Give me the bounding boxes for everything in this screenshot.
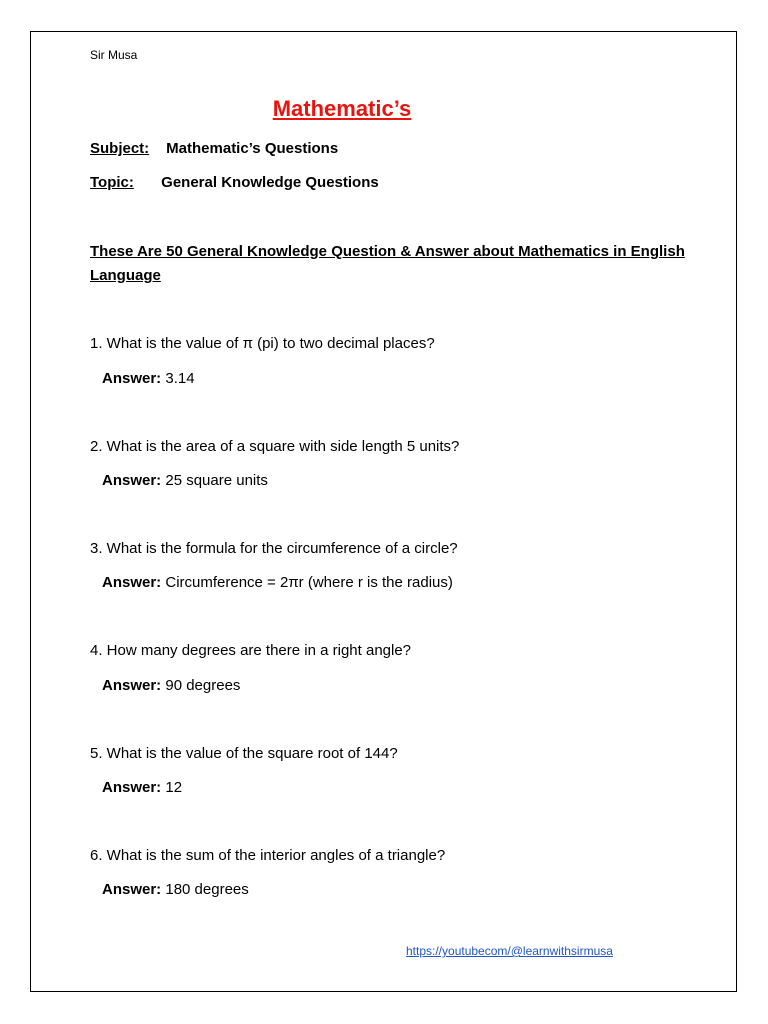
subject-label: Subject:	[90, 140, 150, 157]
answer-label: Answer:	[102, 574, 162, 591]
question-4: 4. How many degrees are there in a right angle?	[90, 642, 412, 659]
answer-4	[102, 676, 240, 696]
document-title: Mathematic’s	[272, 96, 412, 121]
answer-label: Answer:	[102, 472, 162, 489]
answer-text: 180 degrees	[165, 881, 249, 898]
answer-text: Circumference = 2πr (where r is the radius)	[165, 574, 453, 591]
question-3: 3. What is the formula for the circumference of a circle?	[90, 540, 458, 557]
answer-text: 3.14	[165, 370, 195, 387]
intro-heading: These Are 50 General Knowledge Question & Answer about Mathematics in English Language	[90, 243, 685, 284]
answer-5	[102, 778, 182, 798]
answer-1	[102, 369, 195, 389]
subject-value: Mathematic’s Questions	[166, 140, 339, 157]
topic-row	[90, 173, 379, 193]
question-5: 5. What is the value of the square root of 144?	[90, 745, 398, 762]
answer-3	[102, 573, 453, 593]
answer-label: Answer:	[102, 370, 162, 387]
answer-label: Answer:	[102, 881, 162, 898]
answer-text: 12	[165, 779, 183, 796]
answer-text: 90 degrees	[165, 677, 241, 694]
topic-label: Topic:	[90, 174, 134, 191]
question-2: 2. What is the area of a square with side length 5 units?	[90, 438, 460, 455]
answer-label: Answer:	[102, 677, 162, 694]
youtube-link[interactable]: https://youtubecom/@learnwithsirmusa	[406, 944, 613, 958]
answer-text: 25 square units	[165, 472, 268, 489]
subject-row	[90, 139, 338, 159]
answer-2	[102, 471, 268, 491]
answer-label: Answer:	[102, 779, 162, 796]
topic-value: General Knowledge Questions	[161, 174, 379, 191]
header-author: Sir Musa	[90, 48, 138, 62]
question-1: 1. What is the value of π (pi) to two decimal places?	[90, 335, 435, 352]
question-6: 6. What is the sum of the interior angles of a triangle?	[90, 847, 446, 864]
answer-6	[102, 880, 249, 900]
